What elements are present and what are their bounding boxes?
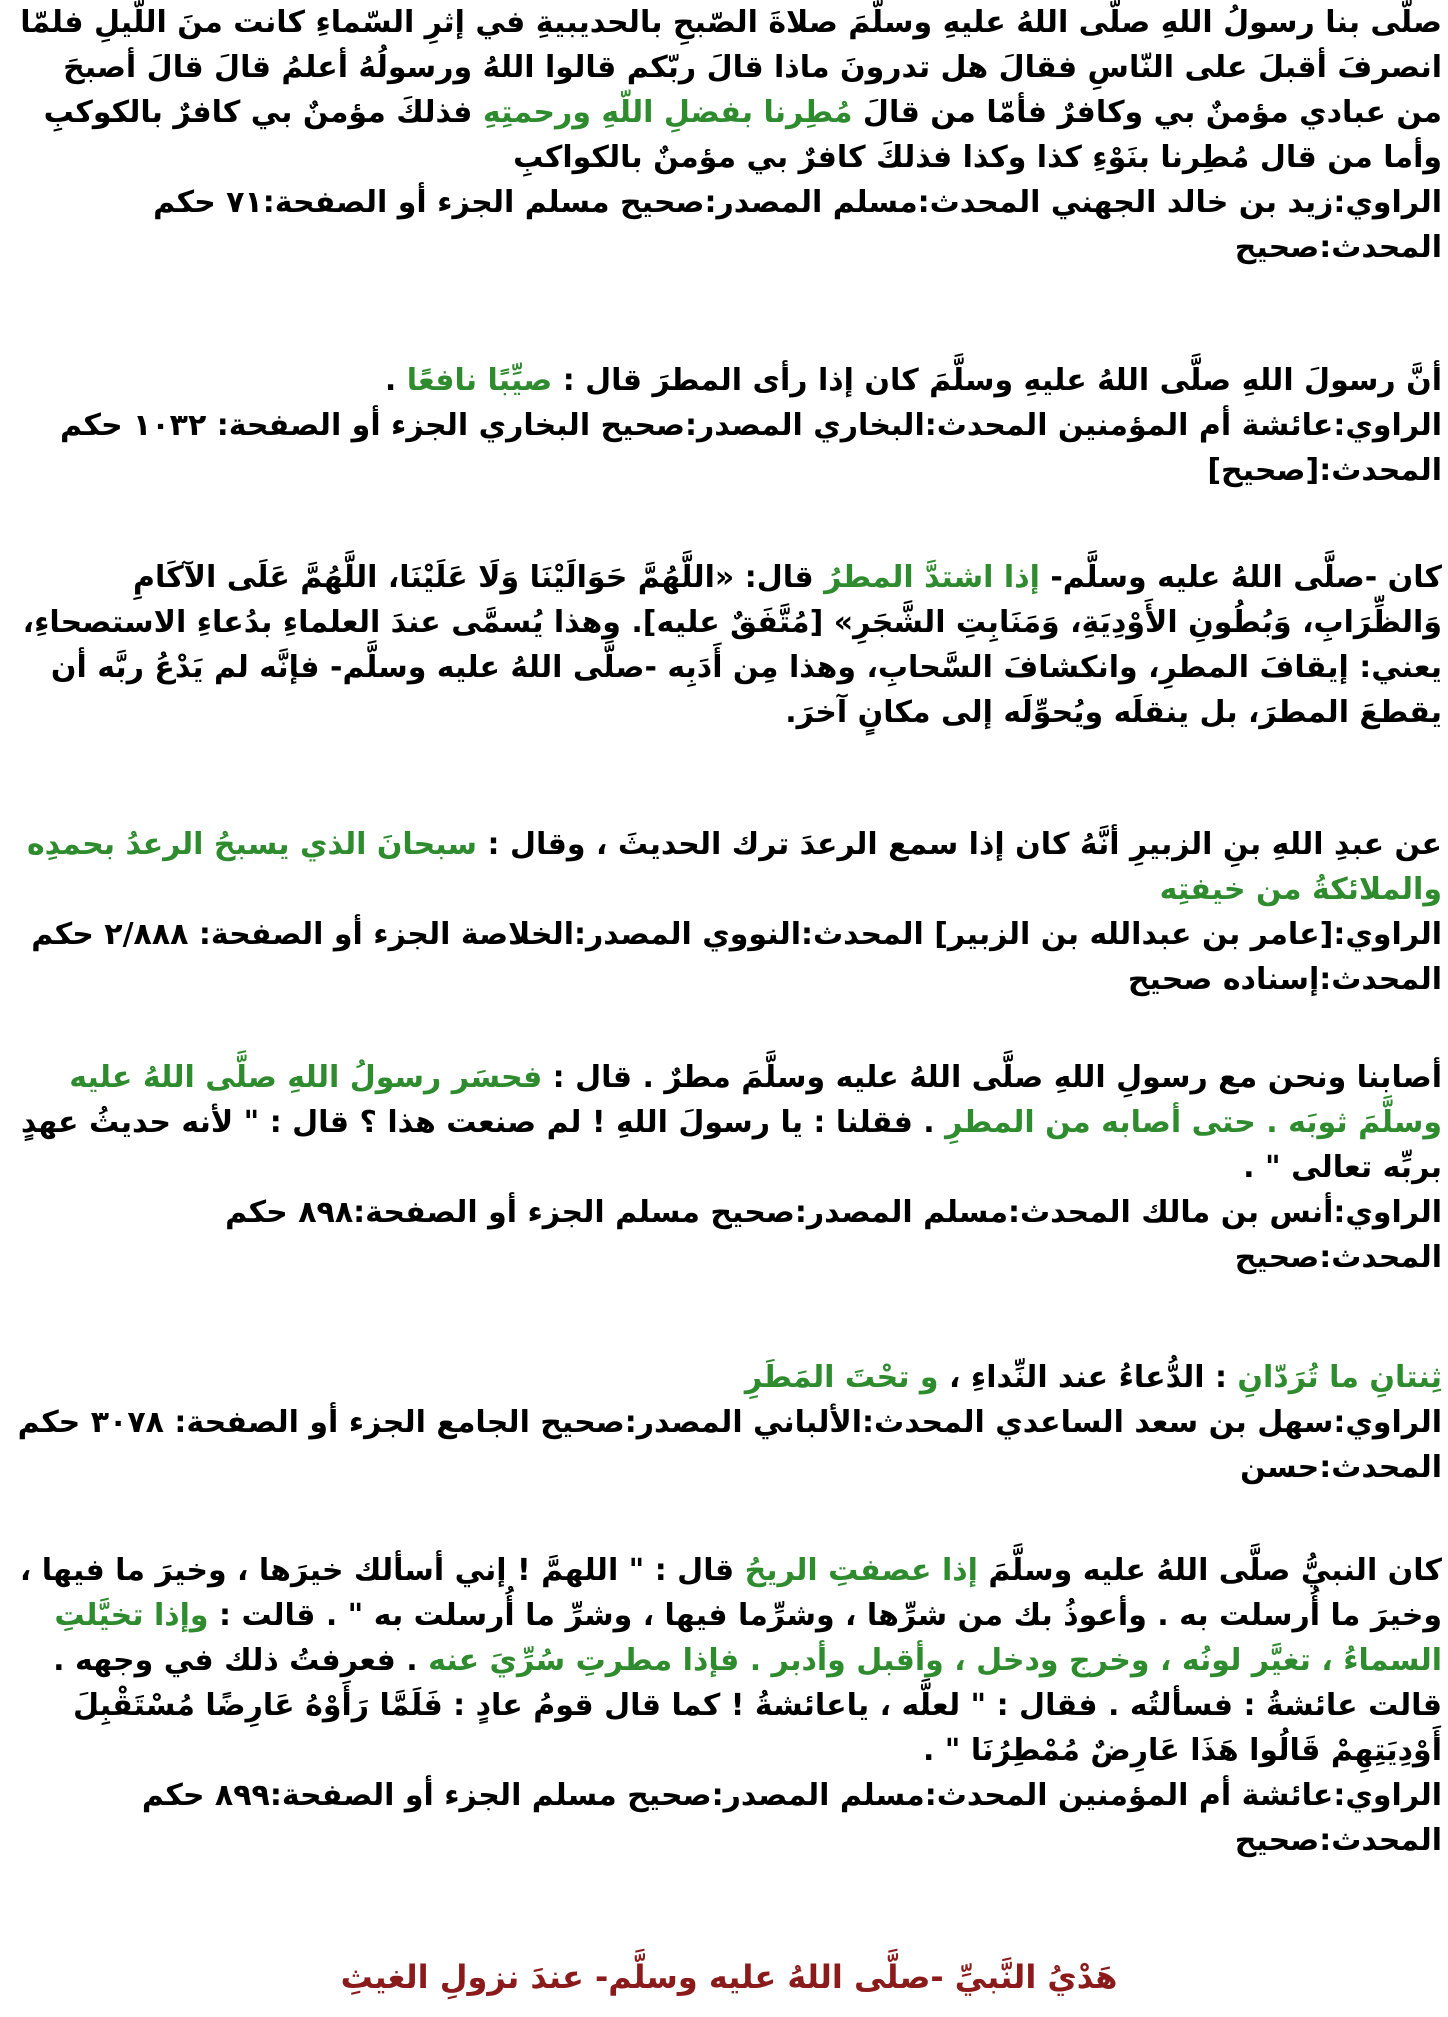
- text-run: أنَّ رسولَ اللهِ صلَّى اللهُ عليهِ وسلَّمَ كان إذا رأى المطرَ قال :: [552, 363, 1442, 398]
- hadith-text: [16, 0, 1442, 180]
- highlighted-text: و تحْتَ المَطَرِ: [744, 1360, 939, 1395]
- hadith-source: الراوي:أنس بن مالك المحدث:مسلم المصدر:صحيح مسلم الجزء أو الصفحة:٨٩٨ حكم المحدث:صحيح: [225, 1195, 1442, 1275]
- highlighted-text: وإذا تخيَّلتِ السماءُ ، تغيَّر لونُه ، وخرج ودخل ، وأقبل وأدبر . فإذا مطرتِ سُرِّيَ عنه: [54, 1598, 1442, 1678]
- hadith-block: [16, 358, 1442, 493]
- highlighted-text: فحسَر رسولُ اللهِ صلَّى اللهُ عليه وسلَّمَ ثوبَه . حتى أصابه من المطرِ: [69, 1060, 1442, 1140]
- hadith-block: [16, 1055, 1442, 1280]
- text-run: . فعرفتُ ذلك في وجهه . قالت عائشةُ : فسألتُه . فقال : " لعلَّه ، ياعائشةُ ! كما قال قومُ عادٍ : فَلَمَّا رَأَوْهُ عَارِضًا مُسْتَقْبِلَ أَوْدِيَتِهِمْ قَالُوا هَذَا عَارِضٌ مُمْطِرُنَا " .: [53, 1643, 1442, 1768]
- highlighted-text: إذا اشتدَّ المطرُ: [824, 560, 1040, 595]
- hadith-block: [16, 1548, 1442, 1863]
- text-run: : الدُّعاءُ عند النِّداءِ ،: [938, 1360, 1238, 1395]
- hadith-source: الراوي:[عامر بن عبدالله بن الزبير] المحدث:النووي المصدر:الخلاصة الجزء أو الصفحة: ٢/٨٨٨ حكم المحدث:إسناده صحيح: [31, 917, 1442, 997]
- hadith-source: الراوي:سهل بن سعد الساعدي المحدث:الألباني المصدر:صحيح الجامع الجزء أو الصفحة: ٣٠٧٨ حكم المحدث:حسن: [17, 1405, 1442, 1485]
- text-run: كان النبيُّ صلَّى اللهُ عليه وسلَّمَ: [977, 1553, 1442, 1588]
- text-run: فذلكَ مؤمنٌ بي كافرٌ بالكوكبِ وأما من قال مُطِرنا بنَوْءِ كذا وكذا فذلكَ كافرٌ بي مؤمنٌ بالكواكبِ: [43, 95, 1442, 175]
- highlighted-text: ثِنتانِ ما تُرَدّانِ: [1237, 1360, 1442, 1395]
- hadith-text: [16, 1355, 1442, 1400]
- text-run: قال: «اللَّهُمَّ حَوَالَيْنَا وَلَا عَلَيْنَا، اللَّهُمَّ عَلَى الآكَامِ وَالظِّرَابِ، وَبُطُونِ الأَوْدِيَةِ، وَمَنَابِتِ الشَّجَرِ» [مُتَّفَقٌ عليه]. وهذا يُسمَّى عندَ العلماءِ بدُعاءِ الاستصحاءِ، يعني: إيقافَ المطرِ، وانكشافَ السَّحابِ، وهذا مِن أَدَبِه -صلَّى اللهُ عليه وسلَّم- فإنَّه لم يَدْعُ ربَّه أن يقطعَ المطرَ، بل ينقلَه ويُحوِّلَه إلى مكانٍ آخرَ.: [22, 560, 1442, 730]
- text-run: عن عبدِ اللهِ بنِ الزبيرِ أنَّهُ كان إذا سمع الرعدَ ترك الحديثَ ، وقال :: [477, 827, 1442, 862]
- hadith-block: [16, 822, 1442, 1002]
- hadith-text: [16, 555, 1442, 735]
- highlighted-text: مُطِرنا بفضلِ اللّهِ ورحمتِهِ: [482, 95, 853, 130]
- text-run: قال : " اللهمَّ ! إني أسألك خيرَها ، وخيرَ ما فيها ، وخيرَ ما أُرسلت به . وأعوذُ بك من شرِّها ، وشرِّما فيها ، وشرِّ ما أُرسلت به " . قالت :: [19, 1553, 1442, 1633]
- text-run: صلّى بنا رسولُ اللهِ صلّى اللهُ عليهِ وسلّمَ صلاةَ الصّبحِ بالحديبيةِ في إثرِ السّماءِ كانت منَ اللّيلِ فلمّا انصرفَ أقبلَ على النّاسِ فقالَ هل تدرونَ ماذا قالَ ربّكم قالوا اللهُ ورسولُهُ أعلمُ قالَ قالَ أصبحَ من عبادي مؤمنٌ بي وكافرٌ فأمّا من قالَ: [20, 5, 1442, 130]
- highlighted-text: إذا عصفتِ الريحُ: [744, 1553, 978, 1588]
- hadith-source: الراوي:زيد بن خالد الجهني المحدث:مسلم المصدر:صحيح مسلم الجزء أو الصفحة:٧١ حكم المحدث:صحيح: [153, 185, 1442, 265]
- page-title: هَدْيُ النَّبيِّ -صلَّى اللهُ عليه وسلَّم- عندَ نزولِ الغيثِ: [340, 1958, 1118, 1996]
- hadith-block: [16, 555, 1442, 735]
- text-run: أصابنا ونحن مع رسولِ اللهِ صلَّى اللهُ عليه وسلَّمَ مطرٌ . قال :: [542, 1060, 1442, 1095]
- hadith-text: [16, 1055, 1442, 1190]
- hadith-block: [16, 1355, 1442, 1490]
- text-run: . فقلنا : يا رسولَ اللهِ ! لم صنعت هذا ؟ قال : " لأنه حديثُ عهدٍ بربِّه تعالى " .: [20, 1105, 1442, 1185]
- highlighted-text: سبحانَ الذي يسبحُ الرعدُ بحمدِه والملائكةُ من خيفتِه: [26, 827, 1442, 907]
- document-page: [10, 0, 1448, 2017]
- text-run: كان -صلَّى اللهُ عليه وسلَّم-: [1039, 560, 1442, 595]
- hadith-source: الراوي:عائشة أم المؤمنين المحدث:مسلم المصدر:صحيح مسلم الجزء أو الصفحة:٨٩٩ حكم المحدث:صحيح: [141, 1778, 1442, 1858]
- highlighted-text: صيِّبًا نافعًا: [406, 363, 553, 398]
- hadith-source: الراوي:عائشة أم المؤمنين المحدث:البخاري المصدر:صحيح البخاري الجزء أو الصفحة: ١٠٣٢ حكم المحدث:[صحيح]: [59, 408, 1442, 488]
- hadith-text: [16, 358, 1442, 403]
- text-run: .: [384, 363, 407, 398]
- hadith-block: [16, 0, 1442, 270]
- hadith-text: [16, 822, 1442, 912]
- hadith-text: [16, 1548, 1442, 1773]
